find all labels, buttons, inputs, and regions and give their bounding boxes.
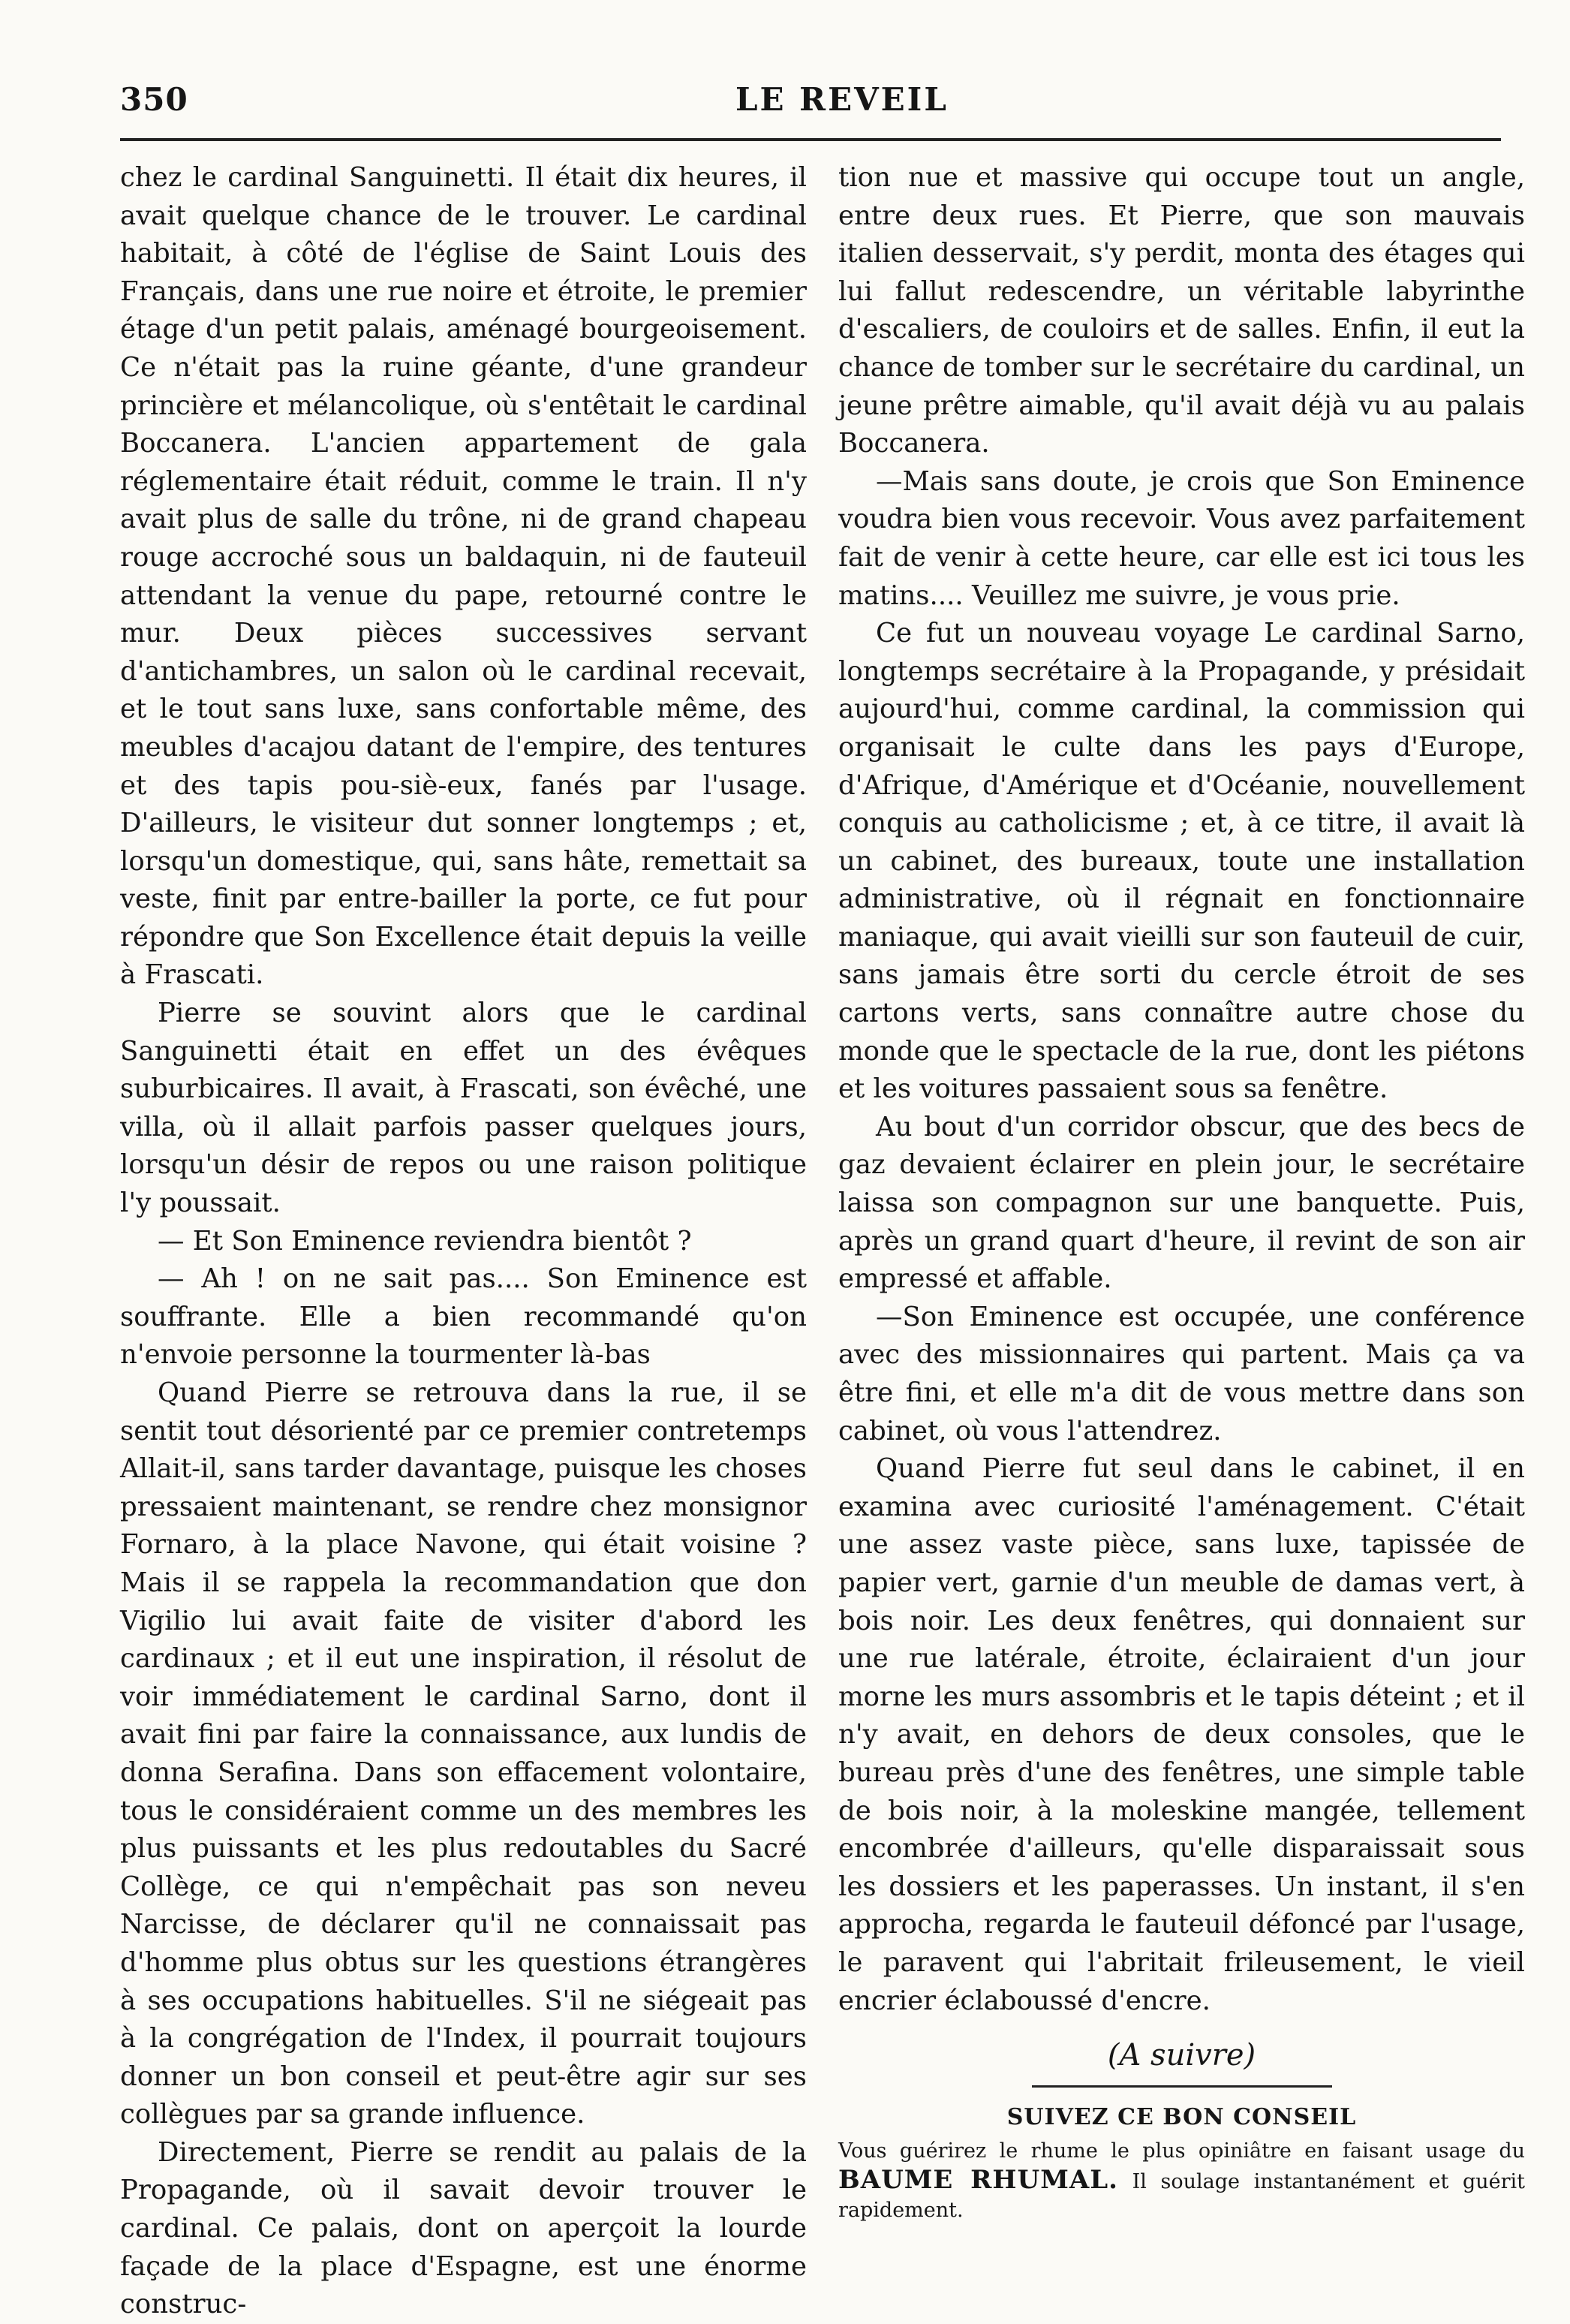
right-paragraph-4: Quand Pierre fut seul dans le cabinet, il en examina avec curiosité l'aménagement. C'était une assez vaste pièce, sans luxe, tapissée de papier vert, garnie d'un meuble de damas vert, à bois noir. Les deux fenêtres, qui donnaient sur une rue latérale, étroite, éclairaient d'un jour morne les murs assombris et le tapis déteint ; et il n'y avait, en dehors de deux consoles, que le bureau près d'une des fenêtres, une simple table de bois noir, à la moleskine mangée, tellement encombrée d'ailleurs, qu'elle disparaissait sous les dossiers et les paperasses. Un instant, il s'en approcha, regarda le fauteuil défoncé par l'usage, le paravent qui l'abritait frileusement, le vieil encrier éclaboussé d'encre. bbox=[838, 1453, 1525, 2016]
journal-title: LE REVEIL bbox=[735, 81, 949, 118]
right-column bbox=[838, 159, 1525, 2225]
right-dialogue-2: —Son Eminence est occupée, une conférence avec des missionnaires qui partent. Mais ça va être fini, et elle m'a dit de vous mettre dans son cabinet, où vous l'attendrez. bbox=[838, 1301, 1525, 1446]
left-paragraph-3: Quand Pierre se retrouva dans la rue, il se sentit tout désorienté par ce premier contretemps Allait-il, sans tarder davantage, puisque les choses pressaient maintenant, se rendre chez monsignor Fornaro, à la place Navone, qui était voisine ? Mais il se rappela la recommandation que don Vigilio lui avait faite de visiter d'abord les cardinaux ; et il eut une inspiration, il résolut de voir immédiatement le cardinal Sarno, dont il avait fini par faire la connaissance, aux lundis de donna Serafina. Dans son effacement volontaire, tous le considéraient comme un des membres les plus puissants et les plus redoutables du Sacré Collège, ce qui n'empêchait pas son neveu Narcisse, de déclarer qu'il ne connaissait pas d'homme plus obtus sur les questions étrangères à ses occupations habituelles. S'il ne siégeait pas à la congrégation de l'Index, il pourrait toujours donner un bon conseil et peut-être agir sur ses collègues par sa grande influence. bbox=[120, 1377, 807, 2130]
left-column bbox=[120, 159, 807, 2324]
advertisement-text-after: Il soulage instantanément et guérit rapidement. bbox=[838, 2169, 1525, 2222]
right-paragraph-1: tion nue et massive qui occupe tout un angle, entre deux rues. Et Pierre, que son mauvais italien desservait, s'y perdit, monta des étages qui lui fallut redescendre, un véritable labyrinthe d'escaliers, de couloirs et de salles. Enfin, il eut la chance de tomber sur le secrétaire du cardinal, un jeune prêtre aimable, qu'il avait déjà vu au palais Boccanera. bbox=[838, 162, 1525, 459]
right-paragraph-2: Ce fut un nouveau voyage Le cardinal Sarno, longtemps secrétaire à la Propagande, y présidait aujourd'hui, comme cardinal, la commission qui organisait le culte dans les pays d'Europe, d'Afrique, d'Amérique et d'Océanie, nouvellement conquis au catholicisme ; et, à ce titre, il avait là un cabinet, des bureaux, toute une installation administrative, où il régnait en fonctionnaire maniaque, qui avait vieilli sur son fauteuil de cuir, sans jamais être sorti du cercle étroit de ses cartons verts, sans connaître autre chose du monde que le spectacle de la rue, dont les piétons et les voitures passaient sous sa fenêtre. bbox=[838, 618, 1525, 1105]
left-paragraph-4: Directement, Pierre se rendit au palais de la Propagande, où il savait devoir trouver le cardinal. Ce palais, dont on aperçoit la lourde façade de la place d'Espagne, est une énorme construc- bbox=[120, 2136, 807, 2320]
page-number: 350 bbox=[120, 81, 188, 118]
header-rule bbox=[120, 138, 1501, 141]
left-paragraph-1: chez le cardinal Sanguinetti. Il était dix heures, il avait quelque chance de le trouver. Le cardinal habitait, à côté de l'église de Saint Louis des Français, dans une rue noire et étroite, le premier étage d'un petit palais, aménagé bourgeoisement. Ce n'était pas la ruine géante, d'une grandeur princière et mélancolique, où s'entêtait le cardinal Boccanera. L'ancien appartement de gala réglementaire était réduit, comme le train. Il n'y avait plus de salle du trône, ni de grand chapeau rouge accroché sous un baldaquin, ni de fauteuil attendant la venue du pape, retourné contre le mur. Deux pièces successives servant d'antichambres, un salon où le cardinal recevait, et le tout sans luxe, sans confortable même, des meubles d'acajou datant de l'empire, des tentures et des tapis pou-siè-eux, fanés par l'usage. D'ailleurs, le visiteur dut sonner longtemps ; et, lorsqu'un domestique, qui, sans hâte, remettait sa veste, finit par entre-bailler la porte, ce fut pour répondre que Son Excellence était depuis la veille à Frascati. bbox=[120, 162, 807, 991]
left-dialogue-1: — Et Son Eminence reviendra bientôt ? bbox=[158, 1225, 692, 1257]
advertisement-text bbox=[838, 2137, 1525, 2225]
advertisement-title: SUIVEZ CE BON CONSEIL bbox=[1006, 2103, 1357, 2130]
right-paragraph-3: Au bout d'un corridor obscur, que des becs de gaz devaient éclairer en plein jour, le secrétaire laissa son compagnon sur une banquette. Puis, après un grand quart d'heure, il revint de son air empressé et affable. bbox=[838, 1111, 1525, 1295]
left-dialogue-2: — Ah ! on ne sait pas.... Son Eminence est souffrante. Elle a bien recommandé qu'on n'envoie personne la tourmenter là-bas bbox=[120, 1263, 807, 1371]
advertisement-product: BAUME RHUMAL. bbox=[838, 2164, 1118, 2195]
advertisement-rule bbox=[1032, 2085, 1332, 2088]
advertisement-text-before: Vous guérirez le rhume le plus opiniâtre en faisant usage du bbox=[838, 2139, 1525, 2163]
right-dialogue-1: —Mais sans doute, je crois que Son Eminence voudra bien vous recevoir. Vous avez parfaitement fait de venir à cette heure, car elle est ici tous les matins.... Veuillez me suivre, je vous prie. bbox=[838, 465, 1525, 611]
left-paragraph-2: Pierre se souvint alors que le cardinal Sanguinetti était en effet un des évêques suburbicaires. Il avait, à Frascati, son évêché, une villa, où il allait parfois passer quelques jours, lorsqu'un désir de repos ou une raison politique l'y poussait. bbox=[120, 998, 807, 1219]
to-be-continued: (A suivre) bbox=[1107, 2038, 1256, 2073]
